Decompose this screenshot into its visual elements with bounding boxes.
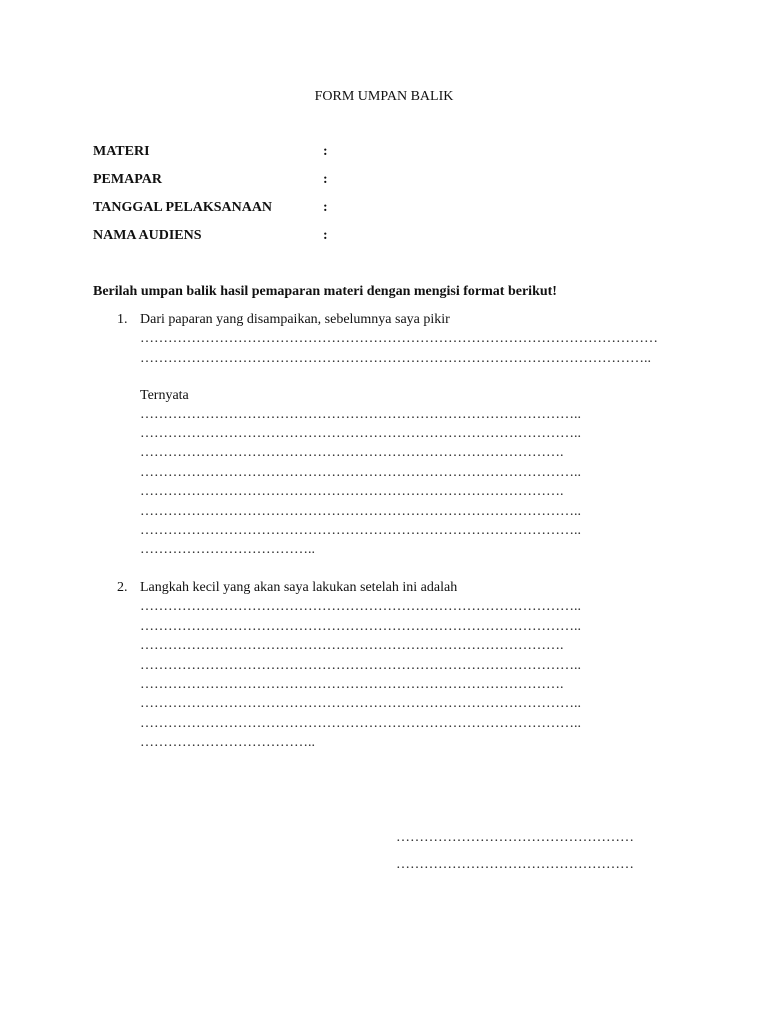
question-text: Langkah kecil yang akan saya lakukan setelah ini adalah — [140, 580, 458, 595]
signature-line: …………………………………………… — [396, 830, 634, 845]
signature-line: …………………………………………… — [396, 857, 634, 872]
field-colon-pemapar: : — [323, 172, 328, 187]
field-colon-nama-audiens: : — [323, 228, 328, 243]
answer-line: ………………………………………………………………………………. — [140, 484, 564, 499]
answer-line: ………………………………………………………………………………….. — [140, 619, 581, 634]
field-label-tanggal: TANGGAL PELAKSANAAN — [93, 200, 273, 215]
field-label-nama-audiens: NAMA AUDIENS — [93, 228, 202, 243]
answer-line: ………………………………………………………………………………….. — [140, 599, 581, 614]
form-title: FORM UMPAN BALIK — [314, 89, 454, 104]
answer-line: ………………………………………………………………………………….. — [140, 658, 581, 673]
answer-line: ………………………………………………………………………………….. — [140, 504, 581, 519]
field-colon-materi: : — [323, 144, 328, 159]
answer-line: ………………………………………………………………………………. — [140, 677, 564, 692]
answer-line: ……………………………………………………………………………………………….. — [140, 351, 651, 366]
field-colon-tanggal: : — [323, 200, 328, 215]
question-number: 2. — [117, 580, 128, 595]
answer-line: ……………………………….. — [140, 735, 315, 750]
answer-line: ………………………………………………………………………………. — [140, 638, 564, 653]
answer-line: ………………………………………………………………………………….. — [140, 426, 581, 441]
answer-line: ………………………………………………………………………………….. — [140, 716, 581, 731]
field-label-materi: MATERI — [93, 144, 150, 159]
field-label-pemapar: PEMAPAR — [93, 172, 162, 187]
followup-label: Ternyata — [140, 388, 189, 403]
answer-line: ………………………………………………………………………………. — [140, 445, 564, 460]
instruction-text: Berilah umpan balik hasil pemaparan materi dengan mengisi format berikut! — [93, 284, 557, 299]
question-number: 1. — [117, 312, 128, 327]
answer-line: ………………………………………………………………………………….. — [140, 523, 581, 538]
answer-line: ……………………………….. — [140, 542, 315, 557]
question-text: Dari paparan yang disampaikan, sebelumnya saya pikir — [140, 312, 450, 327]
answer-line: ………………………………………………………………………………….. — [140, 465, 581, 480]
answer-line: ………………………………………………………………………………….. — [140, 696, 581, 711]
answer-line: ………………………………………………………………………………….. — [140, 407, 581, 422]
answer-line: ………………………………………………………………………………………………… — [140, 331, 658, 346]
